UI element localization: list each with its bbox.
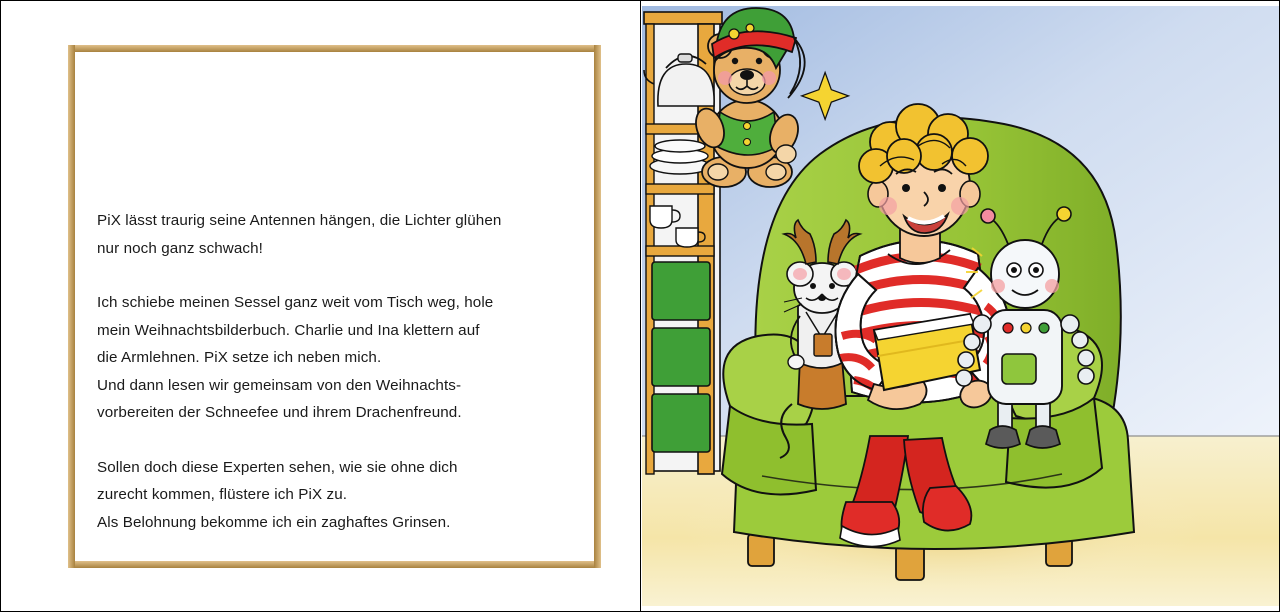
shelf-unit [644,12,722,474]
text-line: Sollen doch diese Experten sehen, wie sie ohne dich [97,458,458,476]
frame-bar-top [68,45,601,52]
right-page [642,2,1279,611]
plates [650,140,710,174]
left-page [1,1,641,611]
text-line: PiX lässt traurig seine Antennen hängen, die Lichter glühen [97,212,502,229]
illustration [642,6,1279,606]
page-spine [640,1,641,611]
text-line: vorbereiten der Schneefee und ihrem Drachenfreund. [97,404,462,421]
text-line: zurecht kommen, flüstere ich PiX zu. [97,486,348,503]
frame-bar-bottom [68,561,601,568]
text-line: mein Weihnachtsbilderbuch. Charlie und Ina klettern auf [97,321,480,339]
text-line: die Armlehnen. PiX setze ich neben mich. [97,349,382,366]
story-text [97,207,587,536]
text-line: Und dann lesen wir gemeinsam von den Weihnachts- [97,376,462,394]
text-line: Ich schiebe meinen Sessel ganz weit vom Tisch weg, hole [97,294,494,311]
frame-bar-left [68,45,75,568]
frame-bar-right [594,45,601,568]
text-line: Als Belohnung bekomme ich ein zaghaftes Grinsen. [97,513,451,531]
text-line: nur noch ganz schwach! [97,239,263,257]
